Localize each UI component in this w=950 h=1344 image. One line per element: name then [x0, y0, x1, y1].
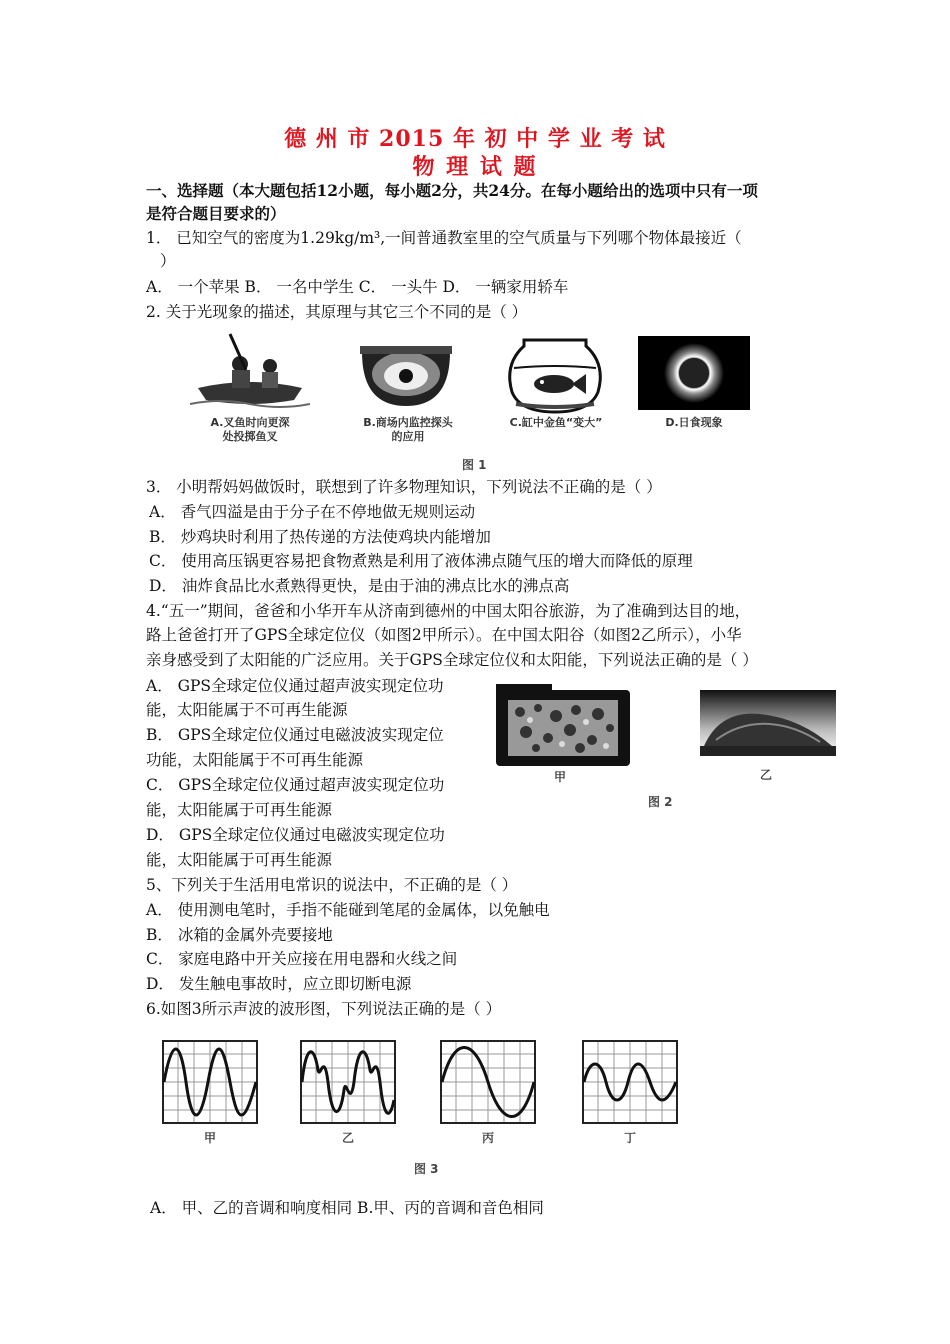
q5-option-d: D． 发生触电事故时，应立即切断电源: [146, 975, 412, 993]
section-heading-line2: 是符合题目要求的）: [146, 204, 286, 223]
q4-option-b-line2: 功能，太阳能属于不可再生能源: [146, 751, 364, 769]
q2-caption-a: [188, 416, 312, 444]
exam-subtitle: 物 理 试 题: [412, 154, 538, 180]
q2-stem: 2. 关于光现象的描述，其原理与其它三个不同的是（ ）: [146, 303, 528, 321]
q2-caption-d: [634, 416, 754, 430]
q4-option-b-line1: B． GPS全球定位仪通过电磁波波实现定位: [146, 726, 444, 744]
solar-valley-building-image: [700, 690, 836, 756]
q2-caption-c-text: C.缸中金鱼“变大”: [509, 416, 603, 429]
waveform-label-bing: 丙: [482, 1131, 495, 1145]
solar-label-yi: 乙: [760, 768, 773, 782]
q4-option-d-line2: 能，太阳能属于可再生能源: [146, 851, 333, 869]
exam-title: 德 州 市 2015 年 初 中 学 业 考 试: [284, 126, 666, 152]
fisherman-spearing-image: [190, 330, 310, 412]
figure-1-label: 图 1: [462, 458, 487, 472]
q1-options: A． 一个苹果 B． 一名中学生 C． 一头牛 D． 一辆家用轿车: [146, 278, 569, 296]
waveform-bing: [440, 1040, 536, 1124]
waveform-yi: [300, 1040, 396, 1124]
q1-stem-line2: ）: [160, 252, 176, 270]
q2-caption-b-text: B.商场内监控探头 的应用: [363, 416, 453, 443]
figure-2-label: 图 2: [648, 795, 673, 809]
waveform-ding: [582, 1040, 678, 1124]
q6-options: A． 甲、乙的音调和响度相同 B.甲、丙的音调和音色相同: [150, 1199, 544, 1217]
q1-stem-line1: 1． 已知空气的密度为1.29kg/m³,一间普通教室里的空气质量与下列哪个物体最接近（: [146, 229, 742, 247]
q4-stem-line1: 4.“五一”期间，爸爸和小华开车从济南到德州的中国太阳谷旅游，为了准确到达目的地，: [146, 602, 751, 620]
q4-option-d-line1: D． GPS全球定位仪通过电磁波实现定位功: [146, 826, 445, 844]
q3-stem: 3． 小明帮妈妈做饭时，联想到了许多物理知识，下列说法不正确的是（ ）: [146, 478, 662, 496]
q2-caption-c: [494, 416, 618, 430]
waveform-jia: [162, 1040, 258, 1124]
gps-label-jia: 甲: [554, 770, 567, 784]
waveform-label-yi: 乙: [342, 1131, 355, 1145]
q4-stem-line3: 亲身感受到了太阳能的广泛应用。关于GPS全球定位仪和太阳能，下列说法正确的是（ ）: [146, 651, 758, 669]
q4-stem-line2: 路上爸爸打开了GPS全球定位仪（如图2甲所示）。在中国太阳谷（如图2乙所示），小华: [146, 626, 742, 644]
q4-option-c-line2: 能，太阳能属于可再生能源: [146, 801, 333, 819]
q3-option-d: D． 油炸食品比水煮熟得更快，是由于油的沸点比水的沸点高: [149, 577, 570, 595]
q2-caption-b: [346, 416, 470, 444]
q4-option-a-line1: A． GPS全球定位仪通过超声波实现定位功: [146, 677, 444, 695]
q3-option-b: B． 炒鸡块时利用了热传递的方法使鸡块内能增加: [149, 528, 491, 546]
q3-option-c: C． 使用高压锅更容易把食物煮熟是利用了液体沸点随气压的增大而降低的原理: [149, 552, 693, 570]
fishbowl-image: [502, 334, 608, 414]
q6-stem: 6.如图3所示声波的波形图，下列说法正确的是（ ）: [146, 1000, 502, 1018]
q5-option-a: A． 使用测电笔时，手指不能碰到笔尾的金属体，以免触电: [146, 901, 550, 919]
q4-option-a-line2: 能，太阳能属于不可再生能源: [146, 701, 348, 719]
waveform-label-ding: 丁: [624, 1131, 637, 1145]
gps-device-image: [496, 684, 630, 766]
q5-option-c: C． 家庭电路中开关应接在用电器和火线之间: [146, 950, 458, 968]
q2-caption-d-text: D.日食现象: [665, 416, 723, 429]
q2-caption-a-text: A.叉鱼时向更深 处投掷鱼叉: [210, 416, 290, 443]
q3-option-a: A． 香气四溢是由于分子在不停地做无规则运动: [149, 503, 476, 521]
surveillance-camera-image: [356, 336, 456, 410]
q5-option-b: B． 冰箱的金属外壳要接地: [146, 926, 333, 944]
q4-option-c-line1: C． GPS全球定位仪通过超声波实现定位功: [146, 776, 445, 794]
q5-stem: 5、下列关于生活用电常识的说法中，不正确的是（ ）: [146, 876, 518, 894]
figure-3-label: 图 3: [414, 1162, 439, 1176]
section-heading-line1: 一、选择题（本大题包括12小题，每小题2分，共24分。在每小题给出的选项中只有一项: [146, 181, 758, 200]
waveform-label-jia: 甲: [204, 1131, 217, 1145]
solar-eclipse-image: [638, 336, 750, 410]
